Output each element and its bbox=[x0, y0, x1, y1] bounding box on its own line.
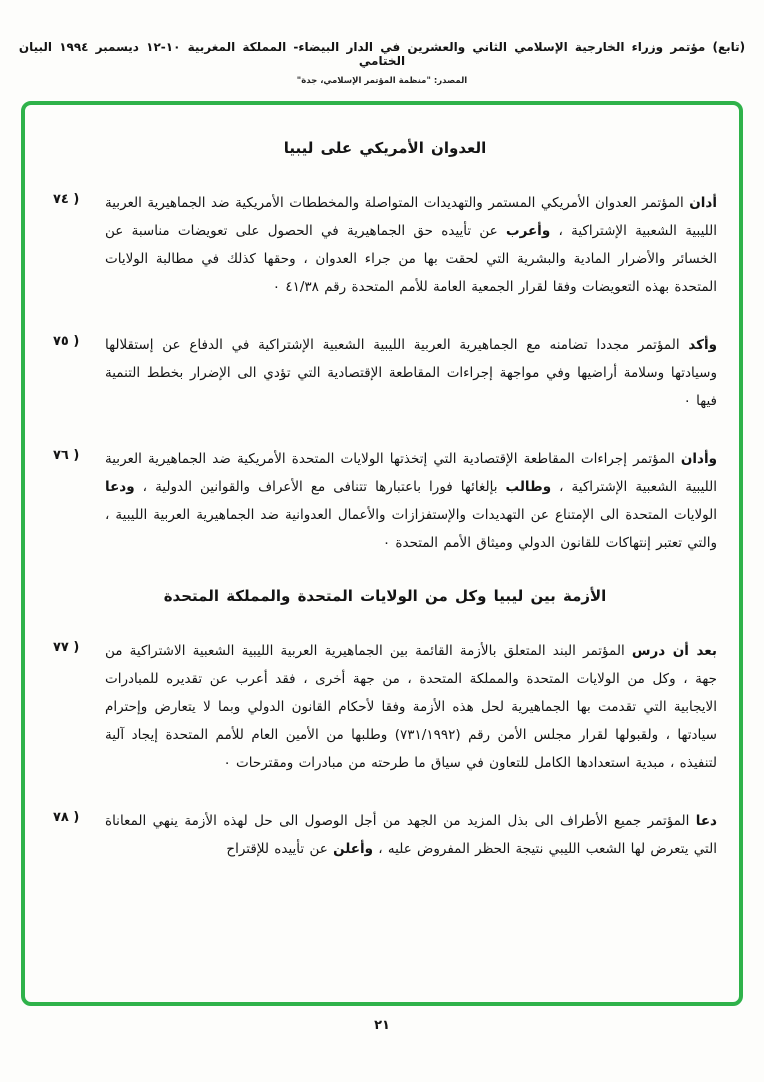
paragraph bbox=[53, 637, 717, 777]
paragraph bbox=[53, 189, 717, 301]
paragraph-text: وأكد المؤتمر مجددا تضامنه مع الجماهيرية العربية الليبية الشعبية الإشتراكية في الدفاع عن إستقلالها وسيادتها وسلامة أراضيها وفي مواجهة إجراءات المقاطعة الإقتصادية التي تؤدي الى الإضرار بخطط التنمية فيها ٠ bbox=[105, 337, 717, 409]
document-title-line: (تابع) مؤتمر وزراء الخارجية الإسلامي الثاني والعشرين في الدار البيضاء- المملكة المغربية ١٠-١٢ ديسمبر ١٩٩٤ البيان الختامي bbox=[18, 40, 746, 68]
paragraph-text: بعد أن درس المؤتمر البند المتعلق بالأزمة القائمة بين الجماهيرية العربية الليبية الشعبية الاشتراكية من جهة ، وكل من الولايات المتحدة والمملكة المتحدة ، من جهة أخرى ، فقد أعرب عن تقديره للمبادرات الايجابية التي تقدمت بها الجماهيرية لحل هذه الأزمة وفقا لأحكام القانون الدولي وبما لا يتعارض وإحترام سيادتها ، ولقبولها لقرار مجلس الأمن رقم (٧٣١/١٩٩٢) وطلبها من الأمين العام للأمم المتحدة إيجاد آلية لتنفيذه ، مبدية استعدادها الكامل للتعاون في سياق ما طرحته من مبادرات ومقترحات ٠ bbox=[105, 643, 717, 771]
paragraph bbox=[53, 445, 717, 557]
paragraph-number: ٧٤ ) bbox=[53, 192, 80, 207]
page-number: ٢١ bbox=[374, 1018, 390, 1033]
paragraph bbox=[53, 331, 717, 415]
source-line: المصدر: "منظمة المؤتمر الإسلامي، جدة" bbox=[296, 76, 468, 86]
paragraph-number: ٧٥ ) bbox=[53, 334, 80, 349]
section-title: العدوان الأمريكي على ليبيا bbox=[283, 139, 487, 157]
paragraph-text: أدان المؤتمر العدوان الأمريكي المستمر والتهديدات المتواصلة والمخططات الأمريكية ضد الجماهيرية العربية الليبية الشعبية الإشتراكية ، وأعرب عن تأييده حق الجماهيرية في الحصول على تعويضات مناسبة عن الخسائر والأضرار المادية والبشرية التي لحقت بها من جراء العدوان ، وحقها كذلك في مطالبة الولايات المتحدة بهذه التعويضات وفقا لقرار الجمعية العامة للأمم المتحدة رقم ٤١/٣٨ ٠ bbox=[105, 195, 717, 295]
paragraph-number: ٧٨ ) bbox=[53, 810, 80, 825]
document-body bbox=[53, 139, 717, 863]
paragraph-number: ٧٧ ) bbox=[53, 640, 80, 655]
document-header bbox=[0, 0, 764, 86]
paragraph-text: وأدان المؤتمر إجراءات المقاطعة الإقتصادية التي إتخذتها الولايات المتحدة الأمريكية ضد الجماهيرية العربية الليبية الشعبية الإشتراكية ، وطالب بإلغائها فورا باعتبارها تتنافى مع الأعراف والقوانين الدولية ، ودعا الولايات المتحدة الى الإمتناع عن التهديدات والإستفزازات والأعمال العدوانية ضد الجماهيرية العربية الليبية ، والتي تعتبر إنتهاكات للقانون الدولي وميثاق الأمم المتحدة ٠ bbox=[105, 451, 717, 551]
section-title: الأزمة بين ليبيا وكل من الولايات المتحدة والمملكة المتحدة bbox=[163, 587, 607, 605]
paragraph bbox=[53, 807, 717, 863]
paragraph-number: ٧٦ ) bbox=[53, 448, 80, 463]
paragraph-text: دعا المؤتمر جميع الأطراف الى بذل المزيد من الجهد من أجل الوصول الى حل لهذه الأزمة ينهي المعاناة التي يتعرض لها الشعب الليبي نتيجة الحظر المفروض عليه ، وأعلن عن تأييده للإقتراح bbox=[105, 813, 717, 857]
green-border-box bbox=[21, 101, 743, 1006]
